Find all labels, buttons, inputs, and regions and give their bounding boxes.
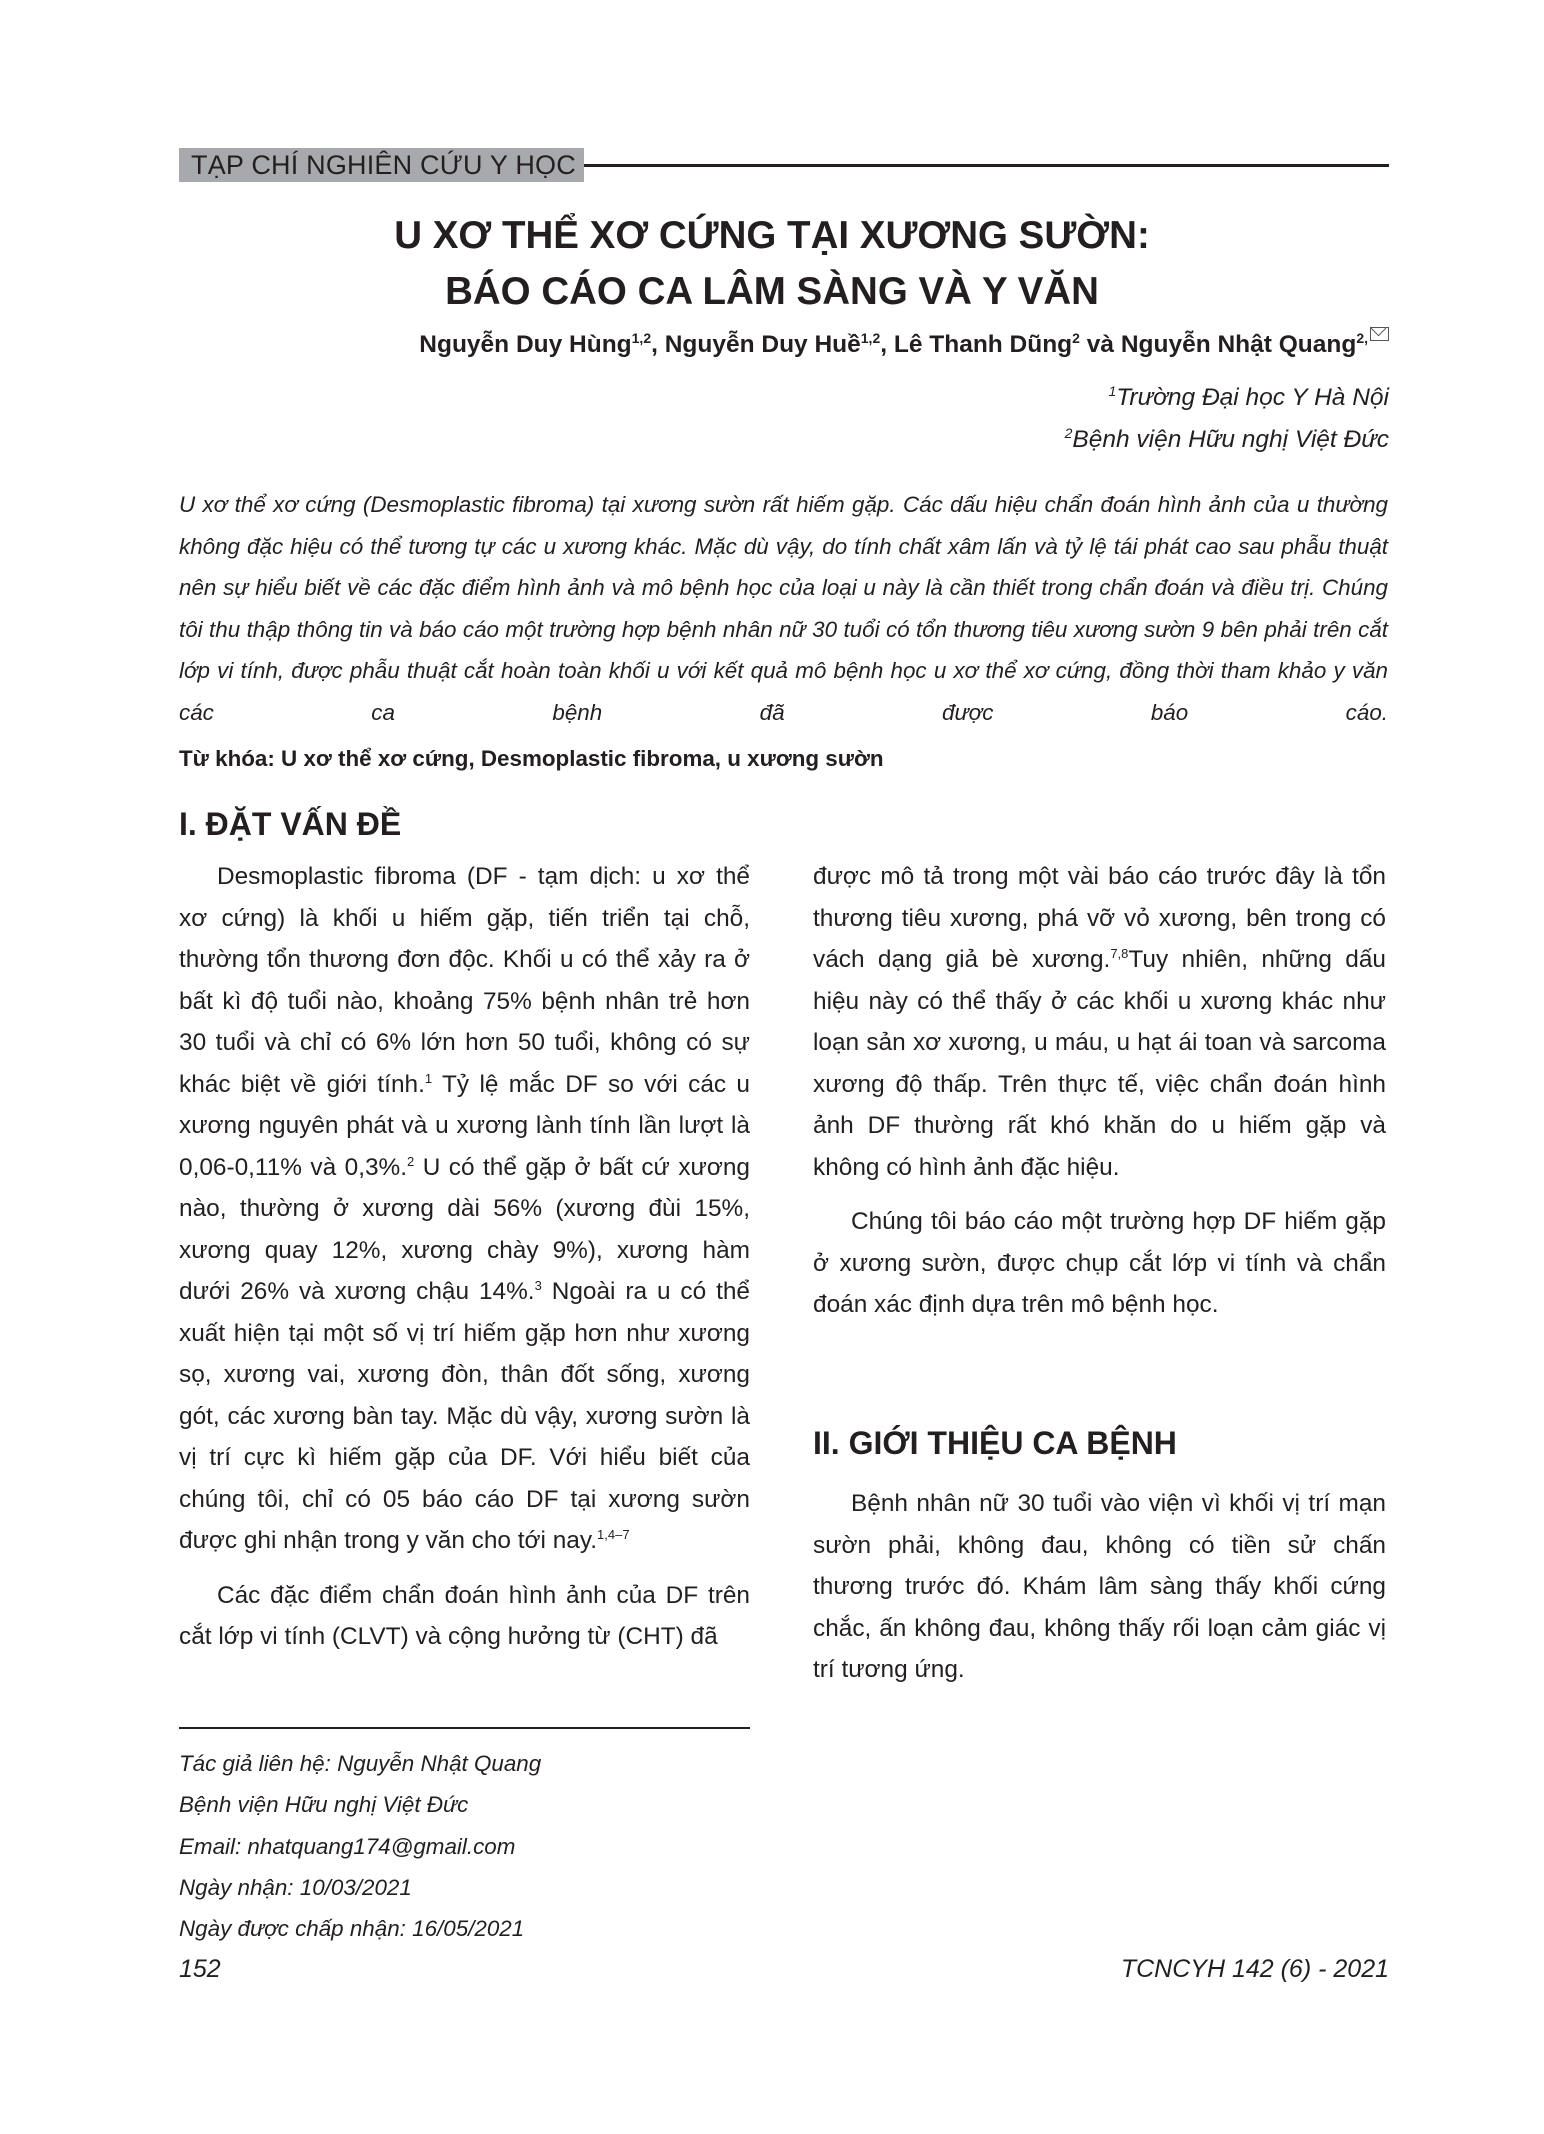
keywords: Từ khóa: U xơ thể xơ cứng, Desmoplastic fibroma, u xương sườn (179, 746, 884, 771)
section-heading-1: I. ĐẶT VẤN ĐỀ (179, 806, 402, 842)
author-name: Nguyễn Duy Huề (664, 331, 861, 359)
author-separator: , (651, 331, 665, 359)
contact-author: Tác giả liên hệ: Nguyễn Nhật Quang (179, 1751, 542, 1776)
citation: 7,8 (1110, 945, 1129, 961)
author-affil-sup: 2 (1072, 330, 1080, 346)
article-title (0, 208, 1544, 320)
citation: 1,4–7 (597, 1526, 630, 1542)
paragraph: Chúng tôi báo cáo một trường hợp DF hiếm gặp ở xương sườn, được chụp cắt lớp vi tính và chẩn đoán xác định dựa trên mô bệnh học. (813, 1208, 1386, 1318)
title-line-1: U XƠ THỂ XƠ CỨNG TẠI XƯƠNG SƯỜN: (394, 214, 1150, 257)
author-affil-sup: 1,2 (860, 330, 881, 346)
citation: 1 (424, 1070, 433, 1086)
affiliation-sup: 2 (1064, 425, 1073, 441)
citation: 3 (534, 1277, 542, 1293)
contact-hospital: Bệnh viện Hữu nghị Việt Đức (179, 1792, 469, 1818)
author-separator: , (880, 331, 894, 359)
date-accepted: Ngày được chấp nhận: 16/05/2021 (179, 1916, 525, 1942)
author-affil-sup: 2, (1356, 330, 1368, 346)
author-name: Nguyễn Nhật Quang (1120, 331, 1357, 359)
affiliation-sup: 1 (1108, 383, 1117, 399)
author-separator: và (1079, 331, 1121, 359)
paragraph (179, 856, 750, 1562)
text-run: được mô tả trong một vài báo cáo trước đây là tổn thương tiêu xương, phá vỡ vỏ xương, bên trong có vách dạng giả bè xương. (813, 863, 1386, 973)
envelope-icon (1370, 327, 1389, 341)
title-line-2: BÁO CÁO CA LÂM SÀNG VÀ Y VĂN (445, 270, 1099, 313)
text-run: Desmoplastic fibroma (DF - tạm dịch: u xơ thể xơ cứng) là khối u hiếm gặp, tiến triển tại chỗ, thường tổn thương đơn độc. Khối u có thể xảy ra ở bất kì độ tuổi nào, khoảng 75% bệnh nhân trẻ hơn 30 tuổi và chỉ có 6% lớn hơn 50 tuổi, không có sự khác biệt về giới tính. (179, 863, 750, 1098)
section-heading-2: II. GIỚI THIỆU CA BỆNH (813, 1425, 1177, 1461)
column-right (813, 856, 1386, 1339)
text-run: Tỷ lệ mắc DF so với các u xương nguyên phát và u xương lành tính lần lượt là 0,06-0,11% và 0,3%. (179, 1070, 750, 1181)
column-right-flow (813, 856, 1386, 1326)
abstract-text: U xơ thể xơ cứng (Desmoplastic fibroma) tại xương sườn rất hiếm gặp. Các dấu hiệu chẩn đoán hình ảnh của u thường không đặc hiệu có thể tương tự các u xương khác. Mặc dù vậy, do tính chất xâm lấn và tỷ lệ tái phát cao sau phẫu thuật nên sự hiểu biết về các đặc điểm hình ảnh và mô bệnh học của loại u này là cần thiết trong chẩn đoán và điều trị. Chúng tôi thu thập thông tin và báo cáo một trường hợp bệnh nhân nữ 30 tuổi có tổn thương tiêu xương sườn 9 bên phải trên cắt lớp vi tính, được phẫu thuật cắt hoàn toàn khối u với kết quả mô bệnh học u xơ thể xơ cứng, đồng thời tham khảo y văn các ca bệnh đã được báo cáo. (179, 492, 1388, 725)
date-received: Ngày nhận: 10/03/2021 (179, 1874, 412, 1900)
citation: 2 (407, 1153, 415, 1169)
paragraph: Bệnh nhân nữ 30 tuổi vào viện vì khối vị trí mạn sườn phải, không đau, không có tiền sử chấn thương trước đó. Khám lâm sàng thấy khối cứng chắc, ấn không đau, không thấy rối loạn cảm giác vị trí tương ứng. (813, 1490, 1386, 1683)
text-run: U có thể gặp ở bất cứ xương nào, thường ở xương dài 56% (xương đùi 15%, xương quay 12%, xương chày 9%), xương hàm dưới 26% và xương chậu 14%. (179, 1153, 750, 1305)
author-list (419, 330, 1389, 359)
issue-info: TCNCYH 142 (6) - 2021 (1120, 1955, 1389, 1983)
author-name: Lê Thanh Dũng (893, 331, 1073, 359)
affiliation-2 (1065, 425, 1389, 454)
journal-header (179, 148, 1389, 182)
paragraph (179, 1575, 750, 1658)
affiliation-text: Trường Đại học Y Hà Nội (1116, 384, 1389, 412)
text-run: Các đặc điểm chẩn đoán hình ảnh của DF trên cắt lớp vi tính (CLVT) và cộng hưởng từ (CHT) đã (179, 1581, 750, 1650)
text-run: Tuy nhiên, những dấu hiệu này có thể thấy ở các khối u xương khác như loạn sản xơ xương, u máu, u hạt ái toan và sarcoma xương độ thấp. Trên thực tế, việc chẩn đoán hình ảnh DF thường rất khó khăn do u hiếm gặp và không có hình ảnh đặc hiệu. (813, 946, 1386, 1181)
affiliation-1 (1108, 383, 1389, 412)
author-name: Nguyễn Duy Hùng (419, 331, 632, 359)
text-run: Ngoài ra u có thể xuất hiện tại một số vị trí hiếm gặp hơn như xương sọ, xương vai, xương đòn, thân đốt sống, xương gót, các xương bàn tay. Mặc dù vậy, xương sườn là vị trí cực kì hiếm gặp của DF. Với hiểu biết của chúng tôi, chỉ có 05 báo cáo DF tại xương sườn được ghi nhận trong y văn cho tới nay. (179, 1278, 750, 1554)
abstract (179, 484, 1388, 733)
journal-name: TẠP CHÍ NGHIÊN CỨU Y HỌC (179, 148, 584, 182)
column-left (179, 856, 750, 1671)
section-2-body (813, 1483, 1386, 1704)
paragraph-continued (813, 856, 1386, 1188)
contact-email: Email: nhatquang174@gmail.com (179, 1833, 516, 1859)
page-number: 152 (179, 1955, 221, 1983)
footnote-rule (179, 1727, 750, 1729)
author-affil-sup: 1,2 (631, 330, 652, 346)
affiliation-text: Bệnh viện Hữu nghị Việt Đức (1072, 426, 1389, 454)
contact-info (179, 1743, 541, 1949)
